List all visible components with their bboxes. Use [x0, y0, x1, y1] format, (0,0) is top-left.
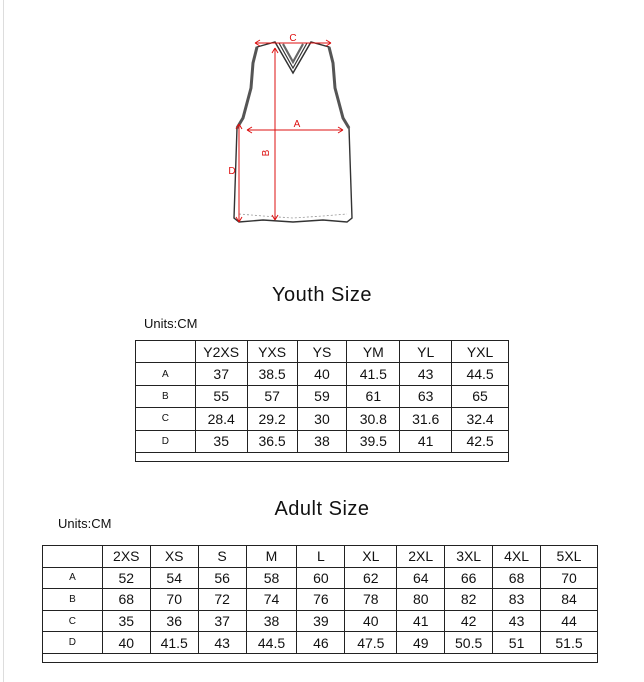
youth-cell: 36.5 [247, 430, 297, 452]
adult-cell: 36 [150, 610, 198, 632]
adult-row-d [43, 632, 598, 654]
youth-cell: 40 [297, 363, 347, 385]
adult-cell: 84 [541, 589, 598, 611]
youth-cell: 61 [347, 385, 400, 407]
adult-header-cell: S [198, 546, 246, 568]
adult-cell: 51 [493, 632, 541, 654]
youth-corner-cell [136, 341, 196, 363]
youth-header-cell: YL [400, 341, 452, 363]
adult-cell: 72 [198, 589, 246, 611]
adult-header-cell: 4XL [493, 546, 541, 568]
adult-header-cell: 2XS [102, 546, 150, 568]
youth-cell: 35 [195, 430, 247, 452]
adult-cell: 38 [246, 610, 297, 632]
adult-cell: 60 [297, 567, 345, 589]
adult-corner-cell [43, 546, 103, 568]
youth-units-label: Units:CM [144, 316, 198, 331]
youth-cell: 41 [400, 430, 452, 452]
adult-header-cell: L [297, 546, 345, 568]
adult-units-label: Units:CM [58, 516, 112, 531]
adult-cell: 62 [345, 567, 397, 589]
youth-cell: 57 [247, 385, 297, 407]
adult-cell: 50.5 [445, 632, 493, 654]
youth-row-a [136, 363, 509, 385]
adult-cell: 43 [493, 610, 541, 632]
youth-header-cell: YS [297, 341, 347, 363]
youth-header-row [136, 341, 509, 363]
adult-cell: 58 [246, 567, 297, 589]
youth-row-label: C [136, 408, 196, 430]
youth-row-d [136, 430, 509, 452]
measure-a-label: A [293, 119, 301, 130]
adult-cell: 70 [150, 589, 198, 611]
youth-cell: 28.4 [195, 408, 247, 430]
youth-row-label: B [136, 385, 196, 407]
adult-row-label: A [43, 567, 103, 589]
youth-row-label: A [136, 363, 196, 385]
measure-d-label: D [228, 166, 236, 177]
measure-c-label: C [289, 33, 297, 44]
youth-header-cell: Y2XS [195, 341, 247, 363]
adult-row-a [43, 567, 598, 589]
youth-cell: 30 [297, 408, 347, 430]
adult-header-cell: 2XL [397, 546, 445, 568]
adult-cell: 76 [297, 589, 345, 611]
adult-cell: 44.5 [246, 632, 297, 654]
adult-cell: 46 [297, 632, 345, 654]
adult-cell: 83 [493, 589, 541, 611]
adult-row-c [43, 610, 598, 632]
adult-cell: 52 [102, 567, 150, 589]
adult-row-label: D [43, 632, 103, 654]
adult-cell: 41 [397, 610, 445, 632]
youth-cell: 55 [195, 385, 247, 407]
adult-cell: 35 [102, 610, 150, 632]
adult-cell: 42 [445, 610, 493, 632]
collar-band [283, 44, 303, 62]
youth-cell: 29.2 [247, 408, 297, 430]
adult-cell: 40 [102, 632, 150, 654]
adult-header-cell: XS [150, 546, 198, 568]
adult-cell: 49 [397, 632, 445, 654]
youth-cell: 38 [297, 430, 347, 452]
adult-cell: 54 [150, 567, 198, 589]
youth-spacer-row [136, 453, 509, 462]
youth-cell: 65 [452, 385, 509, 407]
adult-cell: 43 [198, 632, 246, 654]
adult-cell: 74 [246, 589, 297, 611]
adult-size-title: Adult Size [274, 498, 370, 520]
page-edge-line [3, 0, 4, 682]
youth-cell: 37 [195, 363, 247, 385]
youth-cell: 44.5 [452, 363, 509, 385]
adult-cell: 70 [541, 567, 598, 589]
youth-header-cell: YXS [247, 341, 297, 363]
adult-cell: 40 [345, 610, 397, 632]
measure-b-label: B [261, 149, 272, 157]
adult-header-cell: M [246, 546, 297, 568]
adult-spacer-row [43, 654, 598, 663]
youth-header-cell: YXL [452, 341, 509, 363]
adult-row-label: C [43, 610, 103, 632]
youth-cell: 59 [297, 385, 347, 407]
youth-cell: 63 [400, 385, 452, 407]
youth-header-cell: YM [347, 341, 400, 363]
adult-cell: 64 [397, 567, 445, 589]
youth-cell: 32.4 [452, 408, 509, 430]
youth-cell: 42.5 [452, 430, 509, 452]
youth-cell: 43 [400, 363, 452, 385]
adult-cell: 39 [297, 610, 345, 632]
adult-size-table [42, 545, 598, 663]
adult-cell: 66 [445, 567, 493, 589]
adult-cell: 51.5 [541, 632, 598, 654]
youth-row-b [136, 385, 509, 407]
adult-header-cell: 5XL [541, 546, 598, 568]
adult-header-cell: 3XL [445, 546, 493, 568]
adult-cell: 47.5 [345, 632, 397, 654]
youth-cell: 38.5 [247, 363, 297, 385]
youth-cell: 41.5 [347, 363, 400, 385]
adult-row-label: B [43, 589, 103, 611]
adult-row-b [43, 589, 598, 611]
adult-header-cell: XL [345, 546, 397, 568]
youth-row-label: D [136, 430, 196, 452]
adult-cell: 82 [445, 589, 493, 611]
youth-size-title: Youth Size [272, 284, 372, 306]
youth-cell: 31.6 [400, 408, 452, 430]
youth-cell: 39.5 [347, 430, 400, 452]
adult-cell: 41.5 [150, 632, 198, 654]
adult-cell: 80 [397, 589, 445, 611]
adult-cell: 37 [198, 610, 246, 632]
youth-row-c [136, 408, 509, 430]
adult-cell: 78 [345, 589, 397, 611]
adult-cell: 68 [493, 567, 541, 589]
adult-cell: 56 [198, 567, 246, 589]
adult-header-row [43, 546, 598, 568]
youth-cell: 30.8 [347, 408, 400, 430]
youth-size-table [135, 340, 509, 462]
adult-cell: 44 [541, 610, 598, 632]
adult-cell: 68 [102, 589, 150, 611]
jersey-diagram [225, 28, 365, 236]
